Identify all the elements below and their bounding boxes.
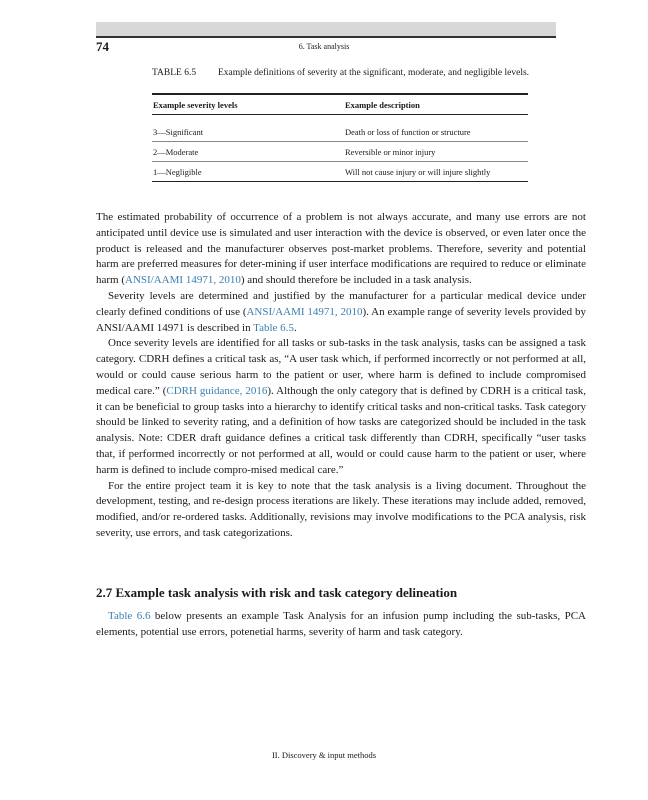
- running-head: 6. Task analysis: [298, 42, 350, 51]
- paragraph: Once severity levels are identified for all tasks or sub-tasks in the task analysis, tasks can be assigned a task category. CDRH defines a critical task as, “A user task which, if performed incorrectly or not performed at all, would or could cause serious harm to the patient or user, where harm is defined to include compromised medical care.” (CDRH guidance, 2016). Although the only category that is defined by CDRH is a critical task, it can be beneficial to group tasks into a hierarchy to identify critical tasks and non-critical tasks. Task category should be linked to severity rating, and a definition of how tasks are categorized should be included in the task analysis. Note: CDER draft guidance defines a critical task differently than CDRH, specifically “user tasks that, if performed incorrectly or not performed at all, would or could cause harm to the patient or user, where harm is defined to include compro-mised medical care.”: [96, 337, 586, 476]
- table-header-row: [152, 95, 528, 114]
- table-cell: Will not cause injury or will injure slightly: [345, 166, 491, 177]
- column-header: Example description: [345, 99, 420, 110]
- citation-link[interactable]: ANSI/AAMI 14971, 2010: [125, 274, 241, 287]
- header-rule: [96, 36, 556, 38]
- table-reference-link[interactable]: Table 6.6: [108, 610, 151, 622]
- citation-link[interactable]: CDRH guidance, 2016: [166, 384, 268, 397]
- table-bottom-rule: [152, 181, 528, 182]
- table-cell: 1—Negligible: [153, 166, 202, 177]
- page-number: 74: [96, 39, 109, 54]
- section-heading: 2.7 Example task analysis with risk and task category delineation: [96, 585, 458, 600]
- table-row: [152, 122, 528, 142]
- paragraph: The estimated probability of occurrence of a problem is not always accurate, and many use errors are not anticipated until device use is simulated and user interaction with the device is observed, or even later once the product is released and the manufacturer observes post-market problems. Therefore, severity and potential harm are preferred measures for deter-mining if user interface modifications are required to reduce or eliminate harm (ANSI/AAMI 14971, 2010) and should therefore be included in a task analysis.: [96, 211, 586, 287]
- table-label: TABLE 6.5: [152, 68, 197, 78]
- column-header: Example severity levels: [153, 99, 238, 110]
- table-cell: Death or loss of function or structure: [345, 126, 471, 137]
- paragraph: Severity levels are determined and justified by the manufacturer for a particular medical device under clearly defined conditions of use (ANSI/AAMI 14971, 2010). An example range of severity levels provided by ANSI/AAMI 14971 is described in Table 6.5.: [96, 289, 586, 334]
- table-caption: [152, 67, 532, 79]
- citation-link[interactable]: ANSI/AAMI 14971, 2010: [246, 305, 363, 318]
- table-reference-link[interactable]: Table 6.5: [253, 321, 294, 334]
- table-cell: Reversible or minor injury: [345, 146, 436, 157]
- section-body: [96, 609, 586, 641]
- paragraph: Table 6.6 below presents an example Task Analysis for an infusion pump including the sub-tasks, PCA elements, potential use errors, potenetial harms, severity of harm and task category.: [96, 610, 586, 638]
- body-text: [96, 210, 586, 542]
- table-cell: 2—Moderate: [153, 146, 199, 157]
- header-band: [96, 22, 556, 36]
- table-row: [152, 162, 528, 181]
- paragraph: For the entire project team it is key to note that the task analysis is a living document. Throughout the development, testing, and re-design process iterations are likely. These iterations may include added, removed, modified, and/or re-ordered tasks. Additionally, revisions may involve modifications to the PCA analysis, risk severity, use errors, and task categorizations.: [96, 479, 586, 539]
- table-cell: 3—Significant: [153, 126, 204, 137]
- table-caption-text: Example definitions of severity at the significant, moderate, and negligible levels.: [218, 68, 530, 78]
- footer: II. Discovery & input methods: [271, 750, 377, 760]
- severity-table: [152, 93, 528, 182]
- table-row: [152, 142, 528, 162]
